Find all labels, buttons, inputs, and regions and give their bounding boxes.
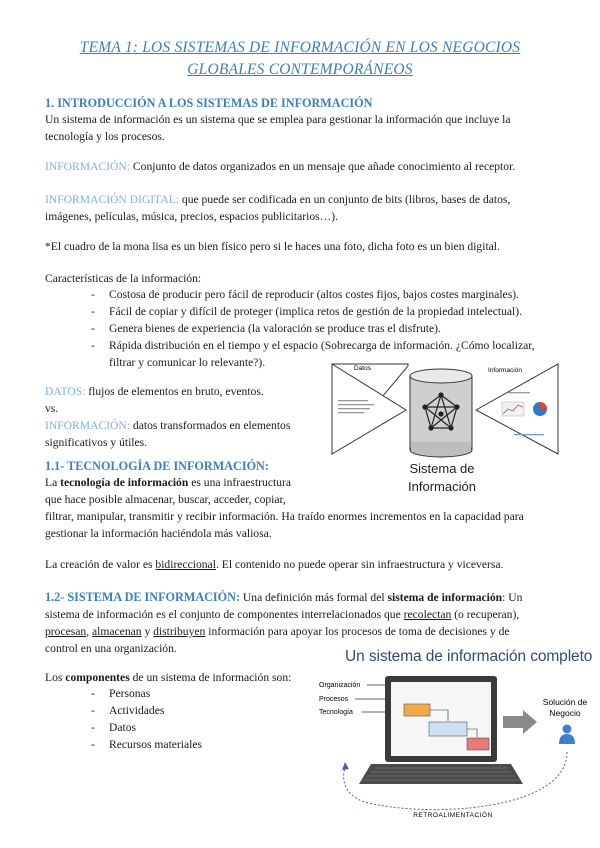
informacion-2-text-2: significativos y útiles. [45,436,148,449]
tec-line-3: filtrar, manipular, transmitir y recibir información. Ha traído enormes incrementos en la capacidad para [45,510,524,523]
list-item: - Fácil de copiar y difícil de proteger (implica retos de gestión de la propiedad intelectual). [91,303,561,320]
procesos-label: Procesos [319,696,349,703]
section-1-heading: 1. INTRODUCCIÓN A LOS SISTEMAS DE INFORMACIÓN [45,96,373,110]
retroalimentacion-label: RETROALIMENTACIÓN [413,812,493,819]
vs-text: vs. [45,402,59,415]
organizacion-label: Organización [319,682,361,689]
diagram-caption-2: Información [408,479,476,494]
solucion-label-1: Solución de [542,697,588,707]
valor-c: . El contenido no puede operar sin infraestructura y viceversa. [215,558,504,571]
informacion-2-label: INFORMACIÓN: [45,419,131,432]
informacion-text: Información [488,367,522,374]
si-l1-a: Una definición más formal del [240,591,388,604]
informacion-digital-text-2: imágenes, películas, música, precios, espacios publicitarios…). [45,210,338,223]
caracteristicas-list [91,286,561,354]
informacion-label: INFORMACIÓN: [45,160,131,173]
si-procesan: procesan [45,625,87,638]
datos-label: DATOS: [45,385,86,398]
caracteristicas-intro: Características de la información: [45,272,202,285]
informacion-digital-text-1: que puede ser codificada en un conjunto de bits (libros, bases de datos, [179,193,511,206]
title-line-1: TEMA 1: LOS SISTEMAS DE INFORMACIÓN EN LOS NEGOCIOS [79,39,521,56]
list-item: - Actividades [91,702,202,719]
title-line-2: GLOBALES CONTEMPORÁNEOS [187,61,413,78]
list-item: - Recursos materiales [91,736,202,753]
si-l1-bold: sistema de información [387,591,503,604]
si-l2-c: (o recuperan), [451,608,520,621]
intro-line-2: tecnología y los procesos. [45,130,165,143]
si-l1-c: : Un [502,591,523,604]
tec-l1-c: es una infraestructura [188,476,291,489]
informacion-text: Conjunto de datos organizados en un mensaje que añade conocimiento al receptor. [130,160,516,173]
tec-line-4: gestionar la información haciéndola más valiosa. [45,527,272,540]
caracteristicas-continuation: filtrar y comunicar lo relevante?). [109,356,266,369]
comp-bold: componentes [65,671,130,684]
sistema-completo-diagram [305,672,595,824]
comp-a: Los [45,671,66,684]
componentes-intro [45,669,291,686]
tec-l1-a: La [45,476,61,489]
datos-text: flujos de elementos en bruto, eventos. [85,385,264,398]
datos-text: Datos [354,365,371,372]
output-arrow [503,710,537,734]
section-1-1-body [45,474,570,542]
intro-line-1: Un sistema de información es un sistema que se emplea para gestionar la información que incluye la [45,113,511,126]
list-item: - Rápida distribución en el tiempo y el espacio (Sobrecarga de información. ¿Cómo localizar, [91,337,561,354]
user-icon [559,725,575,745]
comp-c: de un sistema de información son: [129,671,292,684]
feedback-arrowhead [342,762,349,770]
componentes-list [91,685,202,753]
si-almacenan: almacenan [92,625,142,638]
datos-vs-informacion [45,383,320,451]
si-l3-f: información para apoyar los procesos de toma de decisiones y de [205,625,510,638]
informacion-definition [45,158,515,175]
informacion-digital-label: INFORMACIÓN DIGITAL: [45,193,180,206]
informacion-digital-definition [45,191,570,225]
diagram-2-title: Un sistema de información completo [345,648,593,665]
list-item: - Costosa de producir pero fácil de reproducir (altos costes fijos, bajos costes marginales). [91,286,561,303]
valor-underlined: bidireccional [155,558,216,571]
section-1-2-heading: 1.2- SISTEMA DE INFORMACIÓN: [45,590,241,604]
diagram-caption-1: Sistema de [409,461,475,476]
tecnologia-label: Tecnología [319,709,353,716]
page-title [0,37,600,81]
si-line-4: control en una organización. [45,642,177,655]
si-l2-underlined: recolectan [403,608,452,621]
section-1-intro [45,111,565,145]
section-1-2 [45,589,575,657]
si-l3-y: y [141,625,154,638]
valor-a: La creación de valor es [45,558,156,571]
list-item: - Datos [91,719,202,736]
tec-l1-bold: tecnología de información [60,476,189,489]
si-distribuyen: distribuyen [153,625,206,638]
creacion-valor [45,556,503,573]
informacion-2-text-1: datos transformados en elementos [130,419,291,432]
section-1-1-heading: 1.1- TECNOLOGÍA DE INFORMACIÓN: [45,459,269,473]
si-l2-a: sistema de información es el conjunto de componentes interrelacionados que [45,608,404,621]
mona-lisa-note: *El cuadro de la mona lisa es un bien físico pero si le haces una foto, dicha foto es un bien digital. [45,240,500,253]
solucion-label-2: Negocio [549,708,581,718]
tec-line-2: que hace posible almacenar, buscar, acceder, copiar, [45,493,286,506]
list-item: - Genera bienes de experiencia (la valoración se produce tras el disfrute). [91,320,561,337]
list-item: - Personas [91,685,202,702]
si-l3-comma: , [86,625,92,638]
